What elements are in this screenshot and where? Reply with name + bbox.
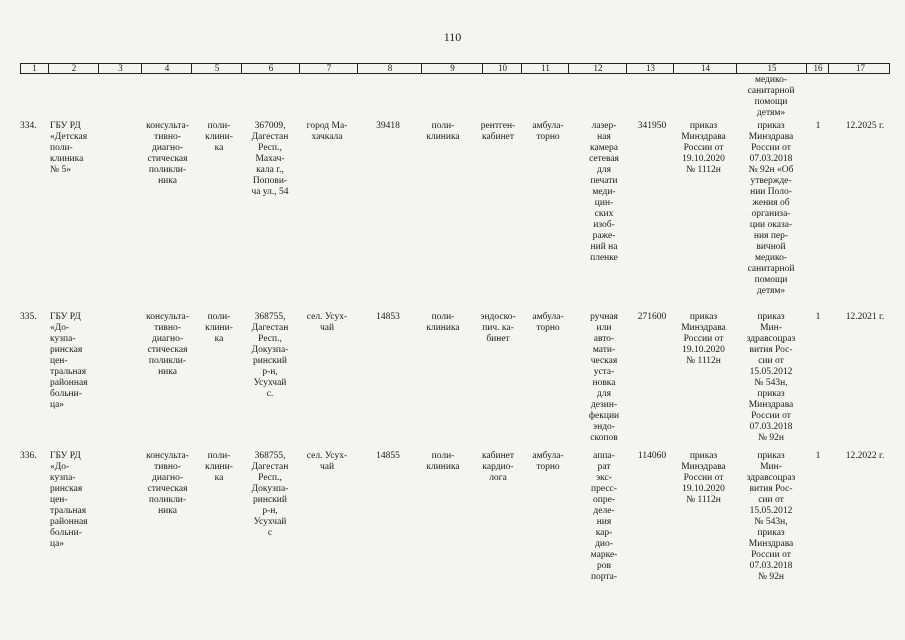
header-col-5: 5 [191, 64, 242, 73]
row-2-c16: 1 [815, 312, 821, 322]
row-2-org: ГБУ РД «До- кузпа- ринская цен- тральная районная больни- ца» [50, 312, 88, 410]
row-2-address: 368755, Дагестан Респ., Докузпа- ринский р-н, Усухчай с. [251, 312, 289, 399]
page-number: 110 [443, 30, 462, 44]
row-2-c13: 271600 [637, 312, 667, 322]
row-2-date: 12.2021 г. [845, 312, 885, 322]
row-1-date: 12.2025 г. [845, 121, 885, 131]
header-col-16: 16 [806, 64, 829, 73]
row-2-order: приказ Минздрава России от 19.10.2020 № 1112н [681, 312, 726, 366]
row-2-c15: приказ Мин- здравсоцраз вития Рос- сии от 15.05.2012 № 543н, приказ Минздрава России от 07.03.2018 № 92н [746, 312, 796, 443]
row-1-city: город Ма- хачкала [306, 121, 348, 142]
header-col-15: 15 [736, 64, 807, 73]
row-2-c4: консульта- тивно- диагно- стическая поликли- ника [146, 312, 189, 377]
row-3-equipment: аппа- рат экс- пресс- опре- деле- ния кар- дио- марке- ров порта- [590, 451, 618, 582]
row-1-c4: консульта- тивно- диагно- стическая поликли- ника [146, 121, 189, 186]
row-3-c4: консульта- тивно- диагно- стическая поликли- ника [146, 451, 189, 516]
row-1-num: 334. [20, 121, 37, 131]
row-3-c11: амбула- торно [532, 451, 564, 472]
header-col-9: 9 [421, 64, 483, 73]
row-1-unit: рентген- кабинет [480, 121, 516, 142]
header-col-1: 1 [32, 63, 37, 73]
row-3-city: сел. Усух- чай [306, 451, 348, 472]
row-3-c9: поли- клиника [426, 451, 460, 472]
row-3-order: приказ Минздрава России от 19.10.2020 № 1112н [681, 451, 726, 505]
header-col-10: 10 [482, 64, 522, 73]
header-col-4: 4 [141, 64, 192, 73]
row-3-num: 336. [20, 451, 37, 461]
row-3-c5: поли- клини- ка [205, 451, 233, 483]
row-1-c16: 1 [815, 121, 821, 131]
row-3-c16: 1 [815, 451, 821, 461]
row-1-c5: поли- клини- ка [205, 121, 233, 153]
header-col-13: 13 [626, 64, 674, 73]
header-col-14: 14 [673, 64, 737, 73]
column-number-header [20, 63, 890, 74]
row-3-org: ГБУ РД «До- кузпа- ринская цен- тральная районная больни- ца» [50, 451, 88, 549]
row-3-address: 368755, Дагестан Респ., Докузпа- ринский р-н, Усухчай с [251, 451, 289, 538]
row-3-code: 14855 [376, 451, 400, 461]
header-col-8: 8 [357, 64, 422, 73]
row-3-unit: кабинет кардио- лога [481, 451, 515, 483]
row-1-c13: 341950 [637, 121, 667, 131]
row-1-order: приказ Минздрава России от 19.10.2020 № 1112н [681, 121, 726, 175]
continuation-text-col15: медико- санитарной помощи детям» [747, 75, 795, 118]
header-col-7: 7 [299, 64, 358, 73]
row-2-equipment: ручная или авто- мати- ческая уста- новка для дезин- фекции эндо- скопов [588, 312, 620, 443]
header-col-12: 12 [568, 64, 627, 73]
header-col-11: 11 [521, 64, 569, 73]
row-2-code: 14853 [376, 312, 400, 322]
row-2-c11: амбула- торно [532, 312, 564, 333]
header-col-6: 6 [241, 64, 300, 73]
row-2-c9: поли- клиника [426, 312, 460, 333]
row-1-c9: поли- клиника [426, 121, 460, 142]
header-col-2: 2 [48, 64, 99, 73]
row-2-c5: поли- клини- ка [205, 312, 233, 344]
row-2-unit: эндоско- пич. ка- бинет [480, 312, 516, 344]
row-1-code: 39418 [376, 121, 400, 131]
header-col-3: 3 [98, 64, 142, 73]
row-3-c13: 114060 [637, 451, 667, 461]
header-col-17: 17 [828, 64, 892, 73]
row-1-equipment: лазер- ная камера сетевая для печати меди- цин- ских изоб- раже- ний на пленке [589, 121, 619, 263]
row-3-date: 12.2022 г. [845, 451, 885, 461]
row-2-num: 335. [20, 312, 37, 322]
row-1-c11: амбула- торно [532, 121, 564, 142]
row-2-city: сел. Усух- чай [306, 312, 348, 333]
row-1-org: ГБУ РД «Детская поли- клиника № 5» [50, 121, 88, 175]
row-1-c15: приказ Минздрава России от 07.03.2018 № 92н «Об утвержде- нии Поло- жения об организа- ции оказа- ния пер- вичной медико- санитарной помощи детям» [747, 121, 795, 296]
row-3-c15: приказ Мин- здравсоцраз вития Рос- сии от 15.05.2012 № 543н, приказ Минздрава России от 07.03.2018 № 92н [746, 451, 796, 582]
row-1-address: 367009, Дагестан Респ., Махач- кала г., Попови- ча ул., 54 [251, 121, 289, 197]
